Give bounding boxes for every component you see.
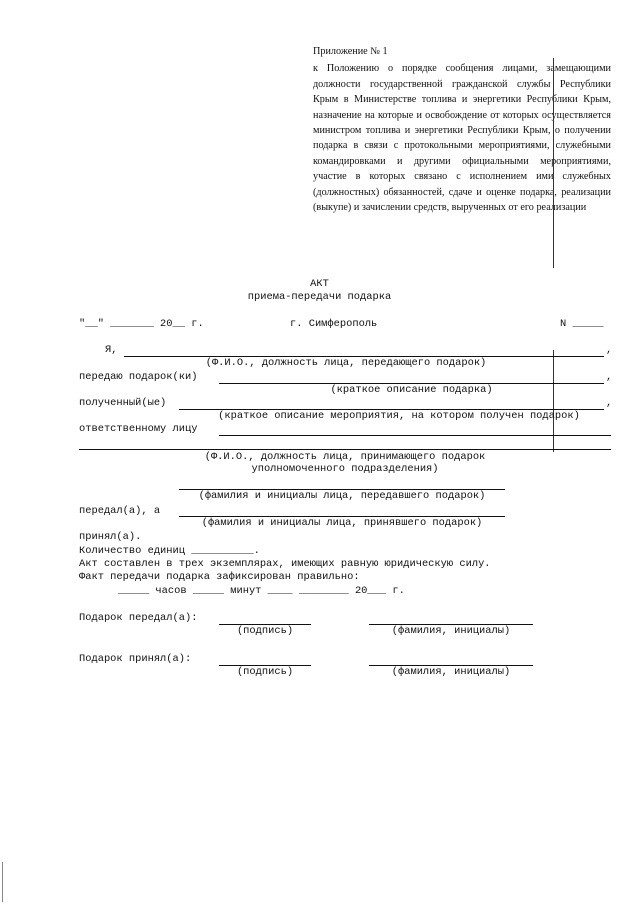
accepted-by-label: Подарок принял(а):: [79, 653, 192, 665]
gift-comma: ,: [606, 371, 613, 383]
responsible-line-1: [219, 435, 611, 436]
received-caption: (краткое описание мероприятия, на котором получен подарок): [218, 410, 580, 422]
act-subtitle: приема-передачи подарка: [247, 291, 392, 303]
fact-statement: Факт передачи подарка зафиксирован правильно:: [79, 571, 360, 583]
accepted-caption: (фамилия и инициалы лица, принявшего подарок): [201, 517, 483, 529]
giver-caption: (Ф.И.О., должность лица, передающего подарок): [205, 357, 487, 369]
annex-title: Приложение № 1: [313, 46, 388, 57]
accepted-label: принял(а).: [79, 531, 142, 543]
accepted-signature-caption: (подпись): [236, 666, 294, 678]
responsible-line-2: [79, 449, 611, 450]
copies-statement: Акт составлен в трех экземплярах, имеющих равную юридическую силу.: [79, 558, 491, 570]
quantity-statement: Количество единиц __________.: [79, 545, 260, 557]
accepted-name-caption: (фамилия, инициалы): [391, 666, 511, 678]
annex-block: [313, 44, 611, 215]
gift-caption: (краткое описание подарка): [330, 384, 493, 396]
responsible-caption-1: (Ф.И.О., должность лица, принимающего подарок: [204, 451, 486, 463]
responsible-label: ответственному лицу: [79, 423, 198, 435]
responsible-caption-2: уполномоченного подразделения): [251, 463, 439, 475]
act-title: АКТ: [310, 278, 329, 290]
gift-label: передаю подарок(ки): [79, 371, 198, 383]
received-comma: ,: [606, 397, 613, 409]
act-date: "__" _______ 20__ г.: [79, 318, 204, 330]
ya-label: Я,: [105, 344, 118, 356]
transferred-caption: (фамилия и инициалы лица, передавшего подарок): [198, 490, 486, 502]
annex-text: к Положению о порядке сообщения лицами, замещающими должности государственной гражданской службы Республики Крым в Министерстве топлива и энергетики Республики Крым, назначение на которые и освобождение от которых осуществляется министром топлива и энергетики Республики Крым, о получении подарка в связи с протокольными мероприятиями, служебными командировками и другими официальными мероприятиями, участие в которых связано с исполнением ими служебных (должностных) обязанностей, сдаче и оценке подарка, реализации (выкупе) и зачислении средств, вырученных от его реализации: [313, 63, 611, 214]
act-number: N _____: [560, 318, 604, 330]
ya-comma: ,: [606, 344, 613, 356]
given-signature-caption: (подпись): [236, 625, 294, 637]
given-name-caption: (фамилия, инициалы): [391, 625, 511, 637]
transferred-label: передал(а), а: [79, 505, 161, 517]
page-edge-mark: [2, 862, 3, 902]
received-label: полученный(ые): [79, 397, 167, 409]
given-by-label: Подарок передал(а):: [79, 612, 198, 624]
act-city: г. Симферополь: [290, 318, 378, 330]
time-statement: _____ часов _____ минут ____ ________ 20___ г.: [118, 585, 405, 597]
scan-line-upper: [553, 58, 554, 268]
